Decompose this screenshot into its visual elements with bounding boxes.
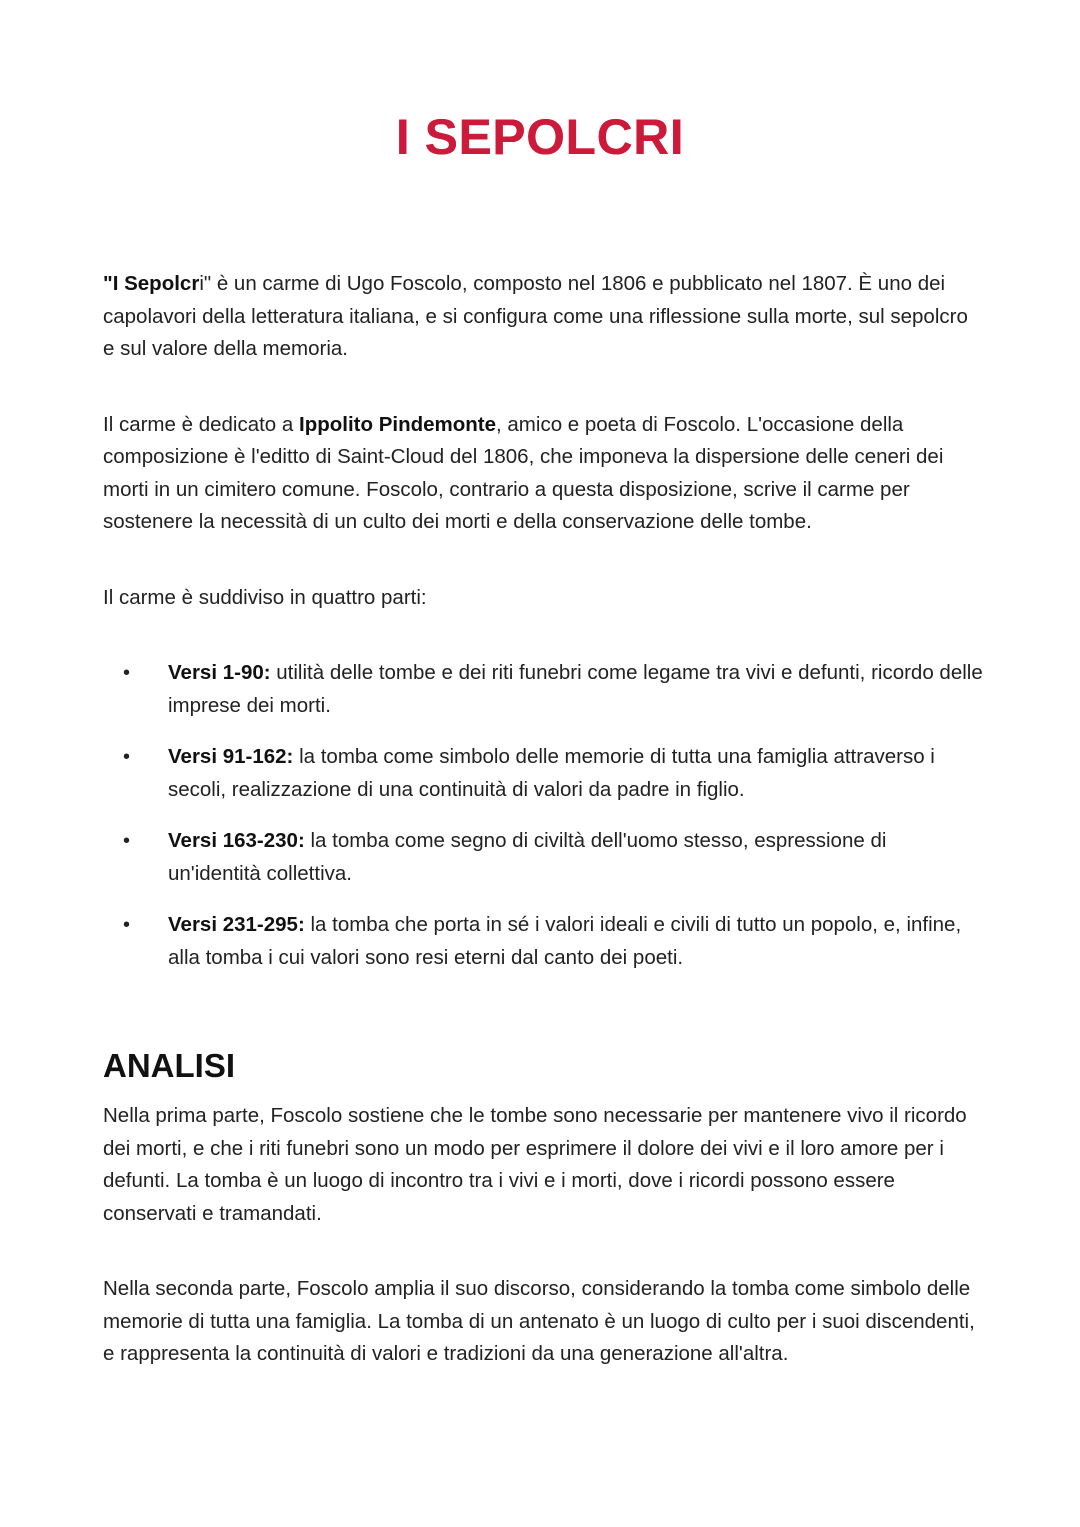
part-text: la tomba che porta in sé i valori ideali e civili di tutto un popolo, e, infine, alla tomba i cui valori sono resi eterni dal canto dei poeti. xyxy=(168,913,962,969)
part-text: la tomba come segno di civiltà dell'uomo stesso, espressione di un'identità collettiva. xyxy=(168,829,887,885)
list-item xyxy=(103,909,983,974)
bullet-icon: • xyxy=(123,662,131,684)
list-item xyxy=(103,657,983,722)
bullet-icon: • xyxy=(123,746,131,768)
bullet-icon: • xyxy=(123,830,131,852)
division-intro: Il carme è suddiviso in quattro parti: xyxy=(103,585,427,609)
parts-list xyxy=(103,657,983,974)
dedication-after: , amico e poeta di Foscolo. L'occasione della composizione è l'editto di Saint-Cloud del 1806, che imponeva la dispersione delle ceneri dei morti in un cimitero comune. Foscolo, contrario a questa disposizione, scrive il carme per sostenere la necessità di un culto dei morti e della conservazione delle tombe. xyxy=(103,412,944,533)
dedication-name: Ippolito Pindemonte xyxy=(299,412,497,436)
intro-paragraph xyxy=(103,268,983,366)
document-body xyxy=(103,268,983,1371)
list-item xyxy=(103,741,983,806)
analisi-paragraph-1: Nella prima parte, Foscolo sostiene che le tombe sono necessarie per mantenere vivo il ricordo dei morti, e che i riti funebri sono un modo per esprimere il dolore dei vivi e il loro amore per i defunti. La tomba è un luogo di incontro tra i vivi e i morti, dove i ricordi possono essere conservati e tramandati. xyxy=(103,1104,967,1225)
part-label: Versi 91-162: xyxy=(168,745,294,768)
part-label: Versi 231-295: xyxy=(168,913,305,936)
part-text: utilità delle tombe e dei riti funebri come legame tra vivi e defunti, ricordo delle imprese dei morti. xyxy=(168,661,983,717)
intro-text: i" è un carme di Ugo Foscolo, composto nel 1806 e pubblicato nel 1807. È uno dei capolavori della letteratura italiana, e si configura come una riflessione sulla morte, sul sepolcro e sul valore della memoria. xyxy=(103,272,968,360)
page-title: I SEPOLCRI xyxy=(0,108,1080,166)
dedication-before: Il carme è dedicato a xyxy=(103,412,299,436)
dedication-paragraph xyxy=(103,409,983,539)
part-label: Versi 1-90: xyxy=(168,661,271,684)
list-item xyxy=(103,825,983,890)
bullet-icon: • xyxy=(123,914,131,936)
part-label: Versi 163-230: xyxy=(168,829,305,852)
analisi-paragraph-2: Nella seconda parte, Foscolo amplia il suo discorso, considerando la tomba come simbolo delle memorie di tutta una famiglia. La tomba di un antenato è un luogo di culto per i suoi discendenti, e rappresenta la continuità di valori e tradizioni da una generazione all'altra. xyxy=(103,1277,975,1365)
part-text: la tomba come simbolo delle memorie di tutta una famiglia attraverso i secoli, realizzazione di una continuità di valori da padre in figlio. xyxy=(168,745,935,801)
intro-bold-lead: "I Sepolcr xyxy=(103,272,200,295)
section-heading-analisi: ANALISI xyxy=(103,1047,235,1084)
